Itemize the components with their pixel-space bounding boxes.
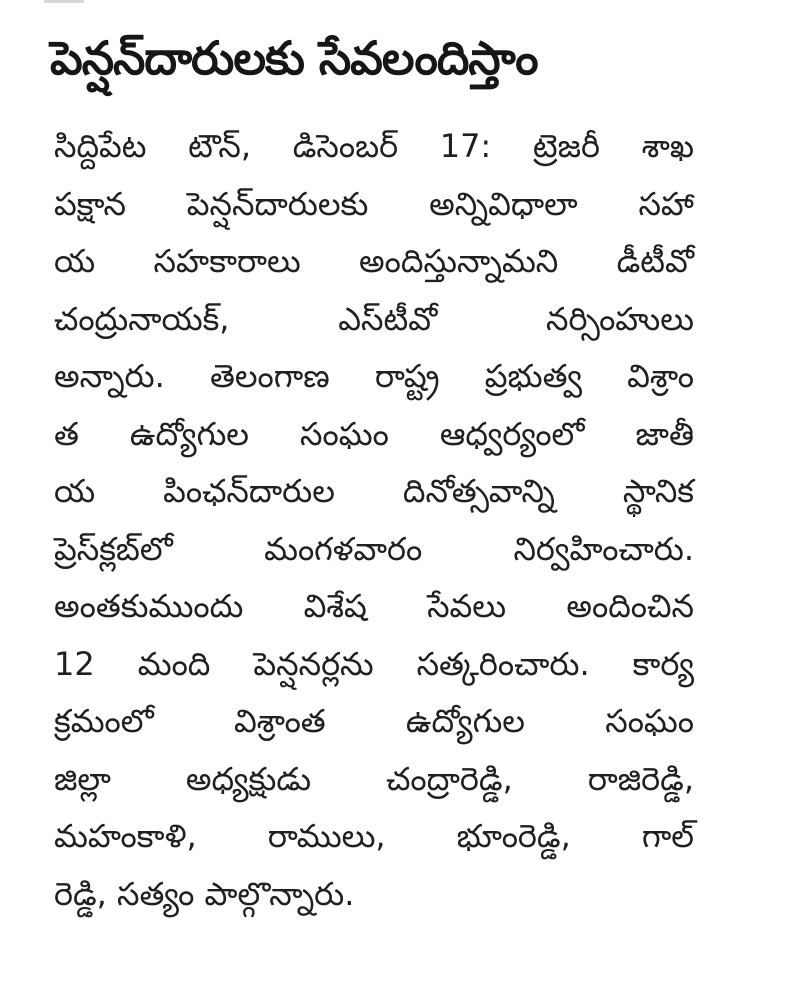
top-rule-divider (44, 0, 84, 3)
article-line: య సహకారాలు అందిస్తున్నామని డీటీవో (54, 242, 694, 280)
article-line: సిద్దిపేట టౌన్, డిసెంబర్ 17: ట్రెజరీ శాఖ (54, 127, 694, 165)
article-line: చంద్రునాయక్, ఎస్‌టీవో నర్సింహులు (54, 299, 694, 338)
article-line: పక్షాన పెన్షన్‌దారులకు అన్నివిధాలా సహా (54, 184, 694, 223)
article-line: మహంకాళి, రాములు, భూంరెడ్డి, గాల్ (54, 817, 694, 855)
article-line: జిల్లా అధ్యక్షుడు చంద్రారెడ్డి, రాజిరెడ్డి, (54, 759, 694, 798)
article-line: 12 మంది పెన్షనర్లను సత్కరించారు. కార్య (54, 644, 694, 683)
article-line: త ఉద్యోగుల సంఘం ఆధ్వర్యంలో జాతీ (54, 414, 694, 453)
article-headline: పెన్షన్‌దారులకు సేవలందిస్తాం (50, 31, 538, 85)
article-line: అన్నారు. తెలంగాణ రాష్ట్ర ప్రభుత్వ విశ్రాం (54, 357, 694, 395)
article-line: ప్రెస్‌క్లబ్‌లో మంగళవారం నిర్వహించారు. (54, 529, 694, 568)
article-line: క్రమంలో విశ్రాంత ఉద్యోగుల సంఘం (54, 702, 694, 740)
article-body (54, 118, 694, 923)
article-line: అంతకుముందు విశేష సేవలు అందించిన (54, 587, 694, 625)
article-line-last: రెడ్డి, సత్యం పాల్గొన్నారు. (54, 874, 355, 913)
article-line: య పింఛన్‌దారుల దినోత్సవాన్ని స్థానిక (54, 472, 694, 510)
